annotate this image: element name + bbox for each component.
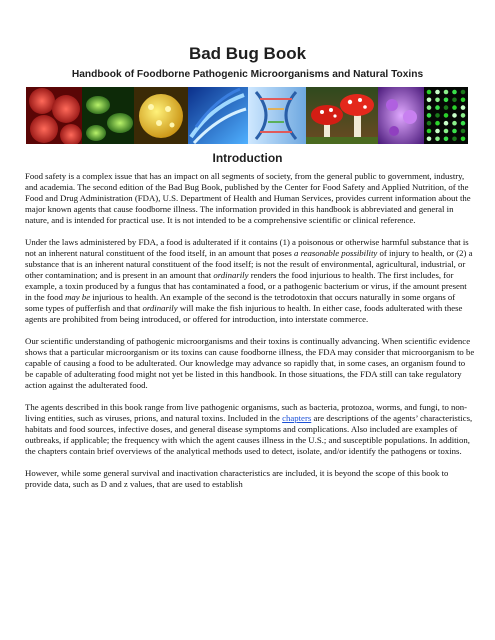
document-subtitle: Handbook of Foodborne Pathogenic Microorganisms and Natural Toxins [71, 69, 424, 80]
body-text [25, 171, 475, 501]
section-heading: Introduction [212, 151, 283, 165]
banner-panel-dna-helix [248, 87, 306, 144]
microarray-dot [461, 98, 466, 103]
paragraph-text: renders the food injurious to health. The first includes, for example, a toxin produced by a fungus that has contaminated a food, or a pathogenic bacterium or virus, if the amount present in the food [25, 270, 467, 302]
microarray-dot [452, 105, 457, 110]
microarray-dot [444, 137, 449, 142]
microarray-dot [435, 129, 440, 134]
paragraph: Our scientific understanding of pathogenic microorganisms and their toxins is continually advancing. When scientific evidence shows that a particular microorganism or its toxins can cause foodborne illness, the FDA may consider that microorganism to be capable of causing a food to be adulterated. Our knowledge may advance so rapidly that, in some cases, an organism found to be capable of adulterating food might not yet be listed in this handbook. In those situations, the FDA still can take regulatory action against the adulterated food. [25, 336, 475, 390]
microarray-dot [427, 98, 432, 103]
paragraph-text: Under the laws administered by FDA, a food is adulterated if it contains (1) a poisonous or otherwise harmful substance that is not an inherent natural constituent of the food itself, in an amount that poses [25, 237, 469, 258]
paragraph-text: The agents described in this book range from live pathogenic organisms, such as bacteria, protozoa, worms, and fungi, to non-living entities, such as viruses, prions, and natural toxins. Included in the [25, 402, 468, 423]
banner-panel-green-microbes [82, 87, 134, 144]
microarray-dot [427, 129, 432, 134]
banner-panel-toadstool-mushrooms [306, 87, 378, 144]
microarray-dot [427, 105, 432, 110]
microarray-dot [452, 90, 457, 95]
paragraph [25, 237, 475, 325]
document-title: Bad Bug Book [188, 44, 307, 63]
banner-panel-blue-strands [188, 87, 248, 144]
banner-panel-purple-slide [378, 87, 424, 144]
chapters-link[interactable]: chapters [282, 413, 312, 423]
microarray-dot [435, 113, 440, 118]
microarray-dot [435, 137, 440, 142]
microarray-dot [435, 98, 440, 103]
microarray-dot [427, 137, 432, 142]
paragraph [25, 402, 475, 457]
microarray-dot [444, 129, 449, 134]
paragraph-text: injurious to health. An example of the second is the tetrodotoxin that occurs naturally in some organs of some types of pufferfish and that [25, 292, 456, 313]
emphasis-text: ordinarily [213, 270, 249, 280]
microarray-dot [444, 113, 449, 118]
banner-image [26, 87, 468, 144]
microarray-dot [444, 105, 449, 110]
paragraph: However, while some general survival and inactivation characteristics are included, it is beyond the scope of this book to provide data, such as D and z values, that are used to establish [25, 468, 449, 489]
microarray-dot [452, 137, 457, 142]
microarray-dot [435, 121, 440, 126]
microarray-dot [461, 129, 466, 134]
microarray-dot [444, 98, 449, 103]
microarray-dot [461, 137, 466, 142]
banner-panel-microarray-grid [424, 87, 468, 144]
paragraph: Food safety is a complex issue that has an impact on all segments of society, from the general public to government, industry, and academia. The second edition of the Bad Bug Book, published by the Center for Food Safety and Applied Nutrition, of the Food and Drug Administration (FDA), U.S. Department of Health and Human Services, provides current information about the major known agents that cause foodborne illness. The information provided in this handbook is abbreviated and general in nature, and is intended for practical use. It is not intended to be a comprehensive scientific or clinical reference. [25, 171, 471, 225]
microarray-dot [452, 129, 457, 134]
paragraph-text: are descriptions of the agents’ characteristics, habitats and food sources, infective doses, and general disease symptoms and complications. Also included are examples of outbreaks, if applicable; the frequency with which the agent causes illness in the U.S.; and susceptible populations. In addition, the chapters contain brief overviews of the analytical methods used to detect, isolate, and/or identify the pathogens or toxins. [25, 413, 473, 456]
microarray-dot [452, 98, 457, 103]
microarray-dot [461, 113, 466, 118]
emphasis-text: may be [65, 292, 91, 302]
microarray-dot [427, 113, 432, 118]
microarray-dot [461, 90, 466, 95]
banner-panel-red-cells [26, 87, 82, 144]
emphasis-text: a reasonable possibility [294, 248, 378, 258]
microarray-dot [435, 90, 440, 95]
microarray-dot [461, 105, 466, 110]
microarray-dot [444, 121, 449, 126]
microarray-dot [452, 121, 457, 126]
microarray-dot [461, 121, 466, 126]
banner-panel-yellow-pollen [134, 87, 188, 144]
microarray-dot [452, 113, 457, 118]
paragraph-text: of injury to health, or (2) a substance that is an inherent natural constituent of the food itself; is not the result of environmental, agricultural, industrial, or other contamination; and is present in an amount that [25, 248, 473, 280]
microarray-dot [427, 90, 432, 95]
microarray-dot [427, 121, 432, 126]
emphasis-text: ordinarily [142, 303, 178, 313]
microarray-dot [435, 105, 440, 110]
microarray-dot [444, 90, 449, 95]
paragraph-text: will make the fish injurious to health. In either case, foods adulterated with these agents are prohibited from being introduced, or offered for introduction, into interstate commerce. [25, 303, 463, 324]
